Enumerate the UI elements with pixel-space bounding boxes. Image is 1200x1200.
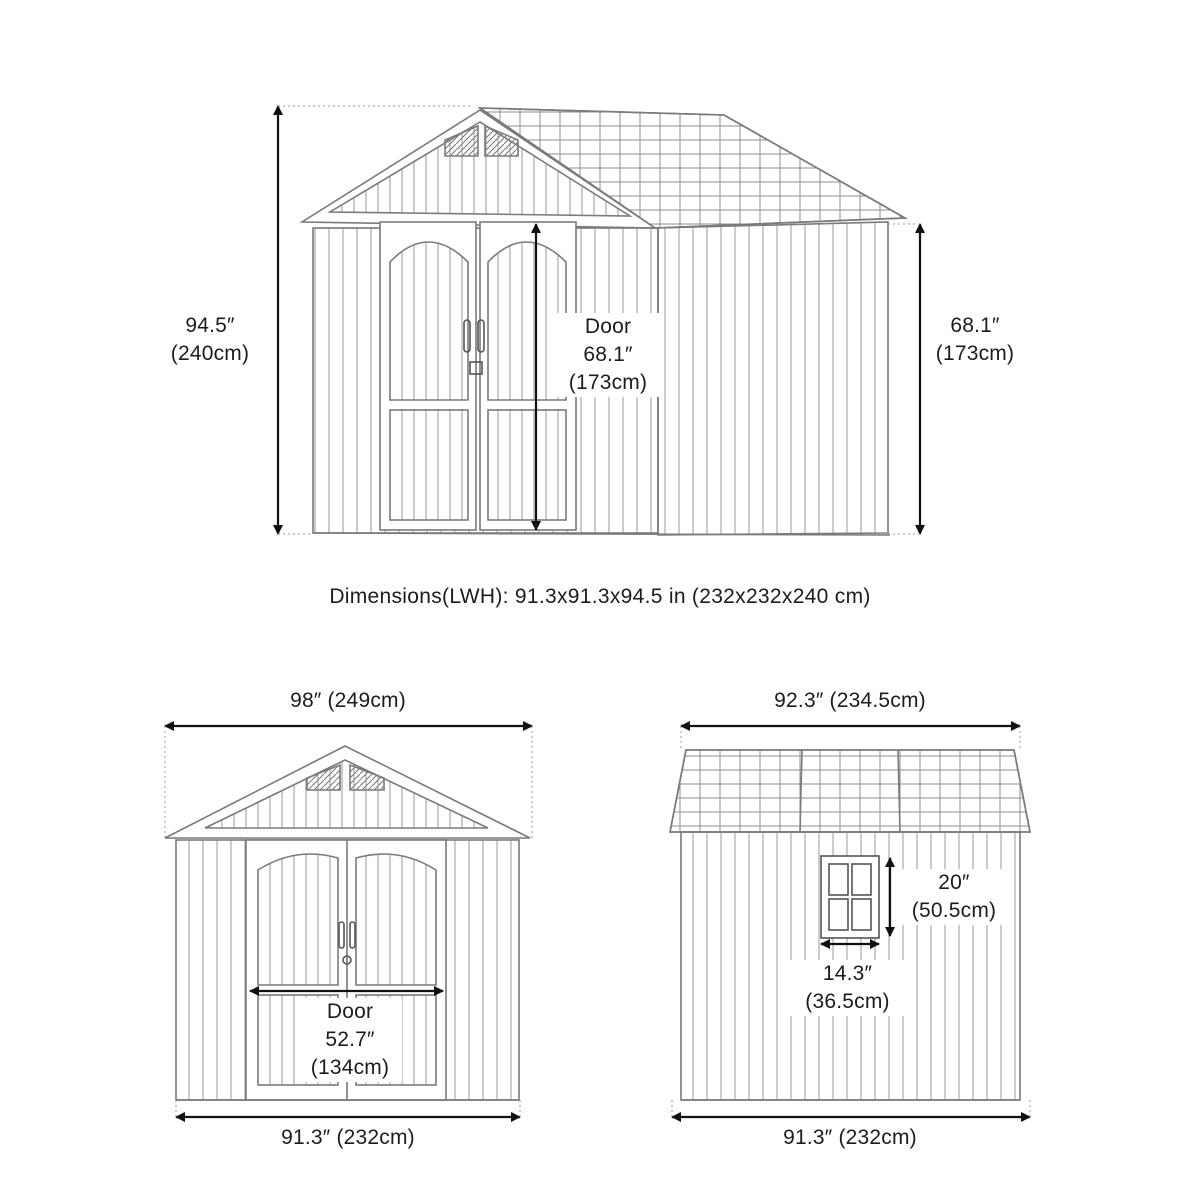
wall-height-in: 68.1″: [950, 314, 1000, 337]
wall-height-cm: (173cm): [935, 342, 1015, 365]
window-height-label: [898, 869, 1010, 925]
perspective-door-label: [556, 313, 660, 397]
perspective-door-title: Door: [584, 315, 632, 338]
dimensions-caption: Dimensions(LWH): 91.3x91.3x94.5 in (232x232x240 cm): [329, 585, 871, 608]
side-roof-width-label: 92.3″ (234.5cm): [774, 689, 926, 712]
front-door-label: [298, 998, 402, 1082]
overall-height-cm: (240cm): [170, 342, 250, 365]
perspective-door-height-cm: (173cm): [568, 371, 648, 394]
perspective-door-height-in: 68.1″: [583, 343, 633, 366]
side-shed: [670, 750, 1030, 1100]
front-door-width-in: 52.7″: [325, 1028, 375, 1051]
window-height-in: 20″: [938, 871, 970, 894]
window-width-label: [790, 960, 905, 1016]
front-door-title: Door: [326, 1000, 374, 1023]
wall-height-label: [920, 312, 1030, 368]
window-width-in: 14.3″: [822, 962, 873, 985]
overall-height-label: [150, 312, 270, 368]
front-roof-width-label: 98″ (249cm): [290, 689, 406, 712]
front-door-width-cm: (134cm): [310, 1056, 390, 1079]
overall-height-in: 94.5″: [185, 314, 235, 337]
side-base-width-label: 91.3″ (232cm): [783, 1126, 917, 1149]
window-height-cm: (50.5cm): [911, 899, 997, 922]
front-base-width-label: 91.3″ (232cm): [281, 1126, 415, 1149]
window-width-cm: (36.5cm): [805, 990, 890, 1013]
